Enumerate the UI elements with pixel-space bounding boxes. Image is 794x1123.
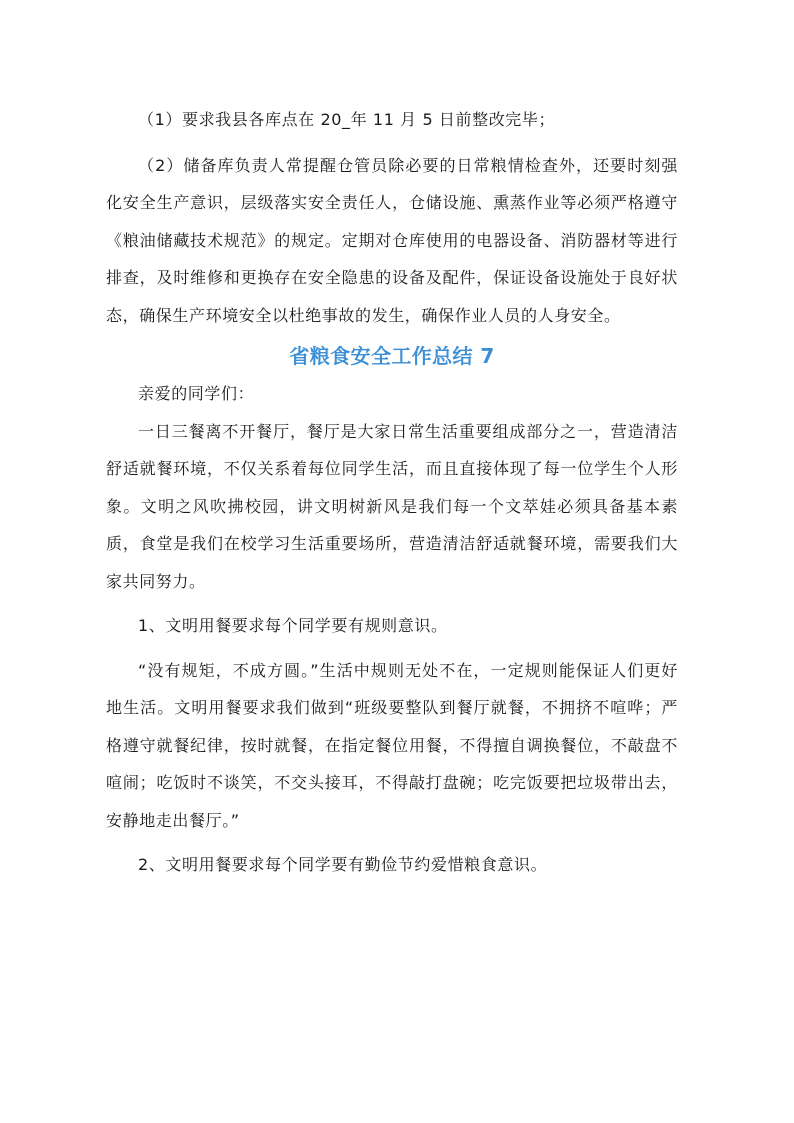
section-title: 省粮食安全工作总结 7 [289,344,495,368]
section-heading-wrap [106,338,678,375]
paragraph-safety-requirements: （2）储备库负责人常提醒仓管员除必要的日常粮情检查外，还要时刻强化安全生产意识，层级落实安全责任人，仓储设施、熏蒸作业等必须严格遵守《粮油储藏技术规范》的规定。定期对仓库使用的电器设备、消防器材等进行排查，及时维修和更换存在安全隐患的设备及配件，保证设备设施处于良好状态，确保生产环境安全以杜绝事故的发生，确保作业人员的人身安全。 [106,155,678,325]
paragraph-dining-intro: 一日三餐离不开餐厅，餐厅是大家日常生活重要组成部分之一，营造清洁舒适就餐环境，不仅关系着每位同学生活，而且直接体现了每一位学生个人形象。文明之风吹拂校园，讲文明树新风是我们每一个文萃娃必须具备基本素质，食堂是我们在校学习生活重要场所，营造清洁舒适就餐环境，需要我们大家共同努力。 [106,421,678,591]
paragraph-thrift-awareness: 2、文明用餐要求每个同学要有勤俭节约爱惜粮食意识。 [138,855,548,874]
document-body [106,101,678,884]
paragraph-rectification-deadline: （1）要求我县各库点在 20_年 11 月 5 日前整改完毕； [138,110,556,129]
paragraph-greeting: 亲爱的同学们： [138,384,255,403]
paragraph-rule-awareness: 1、文明用餐要求每个同学要有规则意识。 [138,616,448,635]
paragraph-dining-rules: “没有规矩，不成方圆。”生活中规则无处不在，一定规则能保证人们更好地生活。文明用餐要求我们做到“班级要整队到餐厅就餐，不拥挤不喧哗；严格遵守就餐纪律，按时就餐，在指定餐位用餐，不得擅自调换餐位，不敲盘不喧闹；吃饭时不谈笑，不交头接耳，不得敲打盘碗；吃完饭要把垃圾带出去，安静地走出餐厅。” [106,660,678,830]
